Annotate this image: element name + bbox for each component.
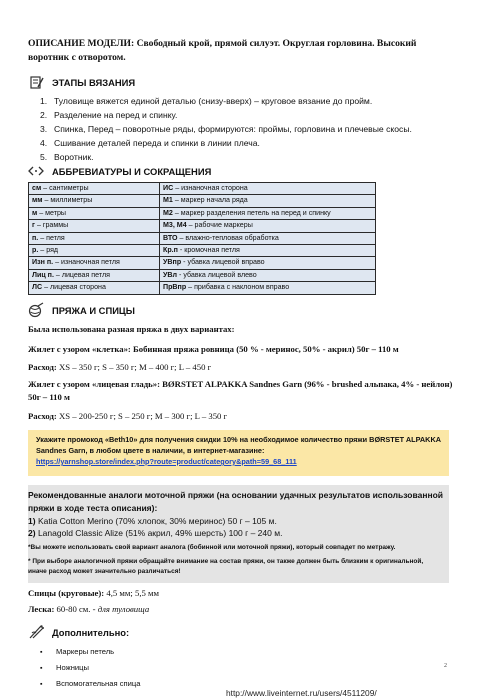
list-item: 3. Спинка, Перед – поворотные ряды, формируются: проймы, горловина и плечевые скосы. (40, 124, 412, 134)
analogs-note-2: * При выборе аналогичной пряжи обращайте внимание на состав пряжи, он также должен быть близким к оригинальной, иначе расход может значительно различаться! (28, 558, 424, 575)
watermark-url: http://www.liveinternet.ru/users/4511209/ (226, 688, 377, 698)
table-cell: ИС – изнаночная сторона (160, 183, 376, 195)
yarn-variant-1: Жилет с узором «клетка»: Бобинная пряжа ровница (50 % - меринос, 50% - акрил) 50г – 110 м (28, 344, 399, 354)
table-cell: Лиц п. – лицевая петля (29, 269, 160, 281)
list-item: ▪ Вспомогательная спица (40, 676, 140, 692)
list-item: 2) Lanagold Classic Alize (51% акрил, 49% шерсть) 100 г – 240 м. (28, 527, 283, 538)
yarn-usage-1: Расход: XS – 350 г; S – 350 г; M – 400 г; L – 450 г (28, 362, 212, 372)
table-row (29, 257, 376, 269)
extra-list (40, 644, 140, 692)
table-cell: М1 – маркер начала ряда (160, 195, 376, 207)
notepad-icon (28, 74, 44, 90)
analogs-title: Рекомендованные аналоги моточной пряжи (на основании удачных результатов использованной пряжи в ходе теста описания): (28, 490, 444, 513)
needles-icon (28, 624, 44, 640)
table-cell: м – метры (29, 207, 160, 219)
table-cell: УВпр - убавка лицевой вправо (160, 257, 376, 269)
yarn-ball-icon (28, 302, 44, 318)
abbreviations-title: АББРЕВИАТУРЫ И СОКРАЩЕНИЯ (52, 165, 212, 177)
table-row (29, 269, 376, 281)
yarn-intro: Была использована разная пряжа в двух вариантах: (28, 324, 235, 334)
stages-heading (28, 74, 135, 90)
table-cell: УВл - убавка лицевой влево (160, 269, 376, 281)
table-row (29, 195, 376, 207)
description-label: ОПИСАНИЕ МОДЕЛИ: (28, 38, 135, 49)
list-item: 1) Katia Cotton Merino (70% хлопок, 30% меринос) 50 г – 105 м. (28, 516, 277, 526)
yarn-usage-2: Расход: XS – 200-250 г; S – 250 г; M – 300 г; L – 350 г (28, 411, 228, 421)
extra-title: Дополнительно: (52, 626, 130, 638)
page-number: 2 (444, 663, 447, 669)
yarn-heading (28, 302, 135, 318)
stages-title: ЭТАПЫ ВЯЗАНИЯ (52, 76, 136, 88)
table-row (29, 220, 376, 232)
table-row (29, 232, 376, 244)
table-cell: М3, М4 – рабочие маркеры (160, 220, 376, 232)
list-item: ▪ Маркеры петель (40, 644, 140, 660)
abbreviations-table (28, 182, 376, 295)
list-item: 1. Туловище вяжется единой деталью (снизу-вверх) – круговое вязание до пройм. (40, 96, 373, 106)
table-row (29, 245, 376, 257)
list-item: 2. Разделение на перед и спинку. (40, 110, 178, 120)
needles-line: Спицы (круговые): 4,5 мм; 5,5 мм (28, 588, 159, 598)
table-row (29, 207, 376, 219)
description-text: Свободный крой, прямой силуэт. Округлая горловина. Высокий воротник с отворотом. (28, 38, 417, 63)
promo-box (28, 430, 449, 476)
code-arrows-icon (28, 163, 44, 179)
table-cell: ЛС – лицевая сторона (29, 282, 160, 294)
list-item: 4. Сшивание деталей переда и спинки в линии плеча. (40, 138, 260, 148)
stages-list (40, 94, 412, 164)
table-cell: мм – миллиметры (29, 195, 160, 207)
table-cell: ПрВпр – прибавка с наклоном вправо (160, 282, 376, 294)
table-cell: Кр.п - кромочная петля (160, 245, 376, 257)
promo-text: Укажите промокод «Beth10» для получения скидки 10% на необходимое количество пряжи BØRSTET ALPAKKA Sandnes Garn, в любом цвете в наличии, в интернет-магазине: (36, 435, 441, 455)
yarn-variant-2: Жилет с узором «лицевая гладь»: BØRSTET ALPAKKA Sandnes Garn (96% - brushed альпака, 4% - нейлон) 50г – 110 м (28, 379, 453, 402)
list-item: 5. Воротник. (40, 152, 94, 162)
extra-heading (28, 624, 129, 640)
table-row (29, 282, 376, 294)
analogs-list (28, 516, 449, 539)
list-item: ▪ Ножницы (40, 660, 140, 676)
table-cell: п. – петля (29, 232, 160, 244)
abbreviations-heading (28, 163, 211, 179)
table-cell: см – сантиметры (29, 183, 160, 195)
table-cell: р. – ряд (29, 245, 160, 257)
table-cell: ВТО – влажно-тепловая обработка (160, 232, 376, 244)
table-row (29, 183, 376, 195)
yarn-title: ПРЯЖА И СПИЦЫ (52, 304, 135, 316)
table-cell: г – граммы (29, 220, 160, 232)
cable-line: Леска: 60-80 см. - для туловища (28, 604, 150, 614)
analogs-note-1: *Вы можете использовать свой вариант аналога (бобинной или моточной пряжи), который совпадет по метражу. (28, 544, 396, 551)
promo-link[interactable]: https://yarnshop.store/index.php?route=product/category&path=59_68_111 (36, 457, 297, 466)
model-description (28, 37, 453, 65)
table-cell: М2 – маркер разделения петель на перед и спинку (160, 207, 376, 219)
table-cell: Изн п. – изнаночная петля (29, 257, 160, 269)
analogs-box (28, 485, 449, 583)
